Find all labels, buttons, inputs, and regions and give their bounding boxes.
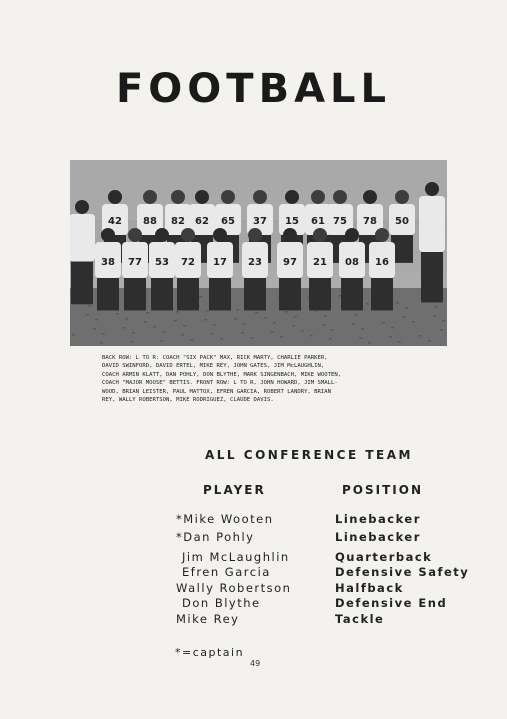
jersey-number: 16 xyxy=(375,257,389,269)
jersey-number: 21 xyxy=(313,257,327,269)
jersey-number: 53 xyxy=(155,257,169,269)
team-photo-graphic xyxy=(70,160,447,346)
position-name: Halfback xyxy=(335,580,404,595)
player-name: *Mike Wooten xyxy=(176,512,274,526)
jersey-number: 97 xyxy=(283,257,297,269)
player-name: Jim McLaughlin xyxy=(182,550,290,564)
jersey-number: 17 xyxy=(213,257,227,269)
jersey-number: 75 xyxy=(333,215,347,227)
jersey-number: 72 xyxy=(181,257,195,269)
player-name: Wally Robertson xyxy=(176,580,292,595)
jersey-number: 78 xyxy=(363,215,377,227)
position-list xyxy=(335,512,469,627)
position-name: Tackle xyxy=(335,611,385,626)
jersey-number: 62 xyxy=(195,215,209,227)
jersey-number: 77 xyxy=(128,257,142,269)
jersey-number: 23 xyxy=(248,257,262,269)
captain-note: *=captain xyxy=(175,646,245,659)
position-name: Defensive Safety xyxy=(335,565,470,580)
player-column-header: PLAYER xyxy=(203,483,266,497)
jersey-number: 08 xyxy=(345,257,359,269)
jersey-number: 82 xyxy=(171,215,185,227)
position-name: Quarterback xyxy=(335,550,433,564)
position-name: Linebacker xyxy=(335,512,421,526)
team-member xyxy=(419,182,445,302)
photo-caption: BACK ROW: L TO R: COACH "SIX PACK" MAX, RICK MARTY, CHARLIE PARKER, DAVID SWINFORD, DAVID ERTEL, MIKE REY, JOHN GATES, JIM McLAUGHLIN, COACH ARMIN KLATT, DAN POHLY, DON BLYTHE, MARK SINGENBACH, MIKE WOOTEN, COACH "MAJOR MOOSE" BETTIS. FRONT ROW: L TO R, JOHN HOWARD, JIM SMALL- WOOD, BRIAN LEISTER, PAUL MATTOX, EFREN GARCIA, ROBERT LANDRY, BRIAN REY, WALLY ROBERTSON, MIKE RODRIGUEZ, CLAUDE DAVIS. xyxy=(102,355,342,404)
page-title: FOOTBALL xyxy=(115,66,392,112)
player-name: Mike Rey xyxy=(176,611,240,626)
page-number: 49 xyxy=(250,659,261,668)
jersey-number: 37 xyxy=(253,215,267,227)
jersey-number: 15 xyxy=(285,215,299,227)
player-name: Don Blythe xyxy=(182,596,261,611)
position-name: Linebacker xyxy=(335,530,421,544)
player-list xyxy=(176,512,291,627)
jersey-number: 50 xyxy=(395,215,409,227)
jersey-number: 38 xyxy=(101,257,115,269)
jersey-number: 88 xyxy=(143,215,157,227)
jersey-number: 42 xyxy=(108,215,122,227)
position-name: Defensive End xyxy=(335,596,448,611)
team-member xyxy=(70,200,95,304)
team-photo xyxy=(70,160,447,346)
player-name: *Dan Pohly xyxy=(176,530,255,544)
jersey-number: 65 xyxy=(221,215,235,227)
all-conference-heading: ALL CONFERENCE TEAM xyxy=(205,448,413,462)
jersey-number: 61 xyxy=(311,215,325,227)
position-column-header: POSITION xyxy=(342,483,423,497)
player-name: Efren Garcia xyxy=(182,565,271,580)
